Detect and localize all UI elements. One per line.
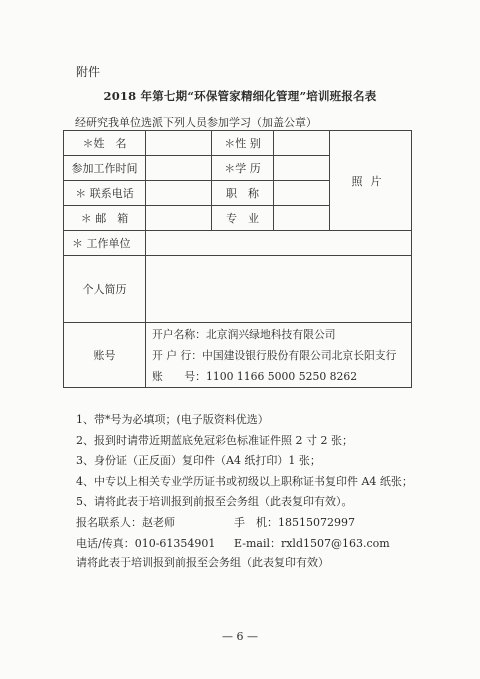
- account-number: 账 号：1100 1166 5000 5250 8262: [152, 369, 358, 383]
- employer-field[interactable]: [146, 231, 412, 256]
- attachment-label: 附件: [76, 65, 101, 79]
- contact-block: [76, 513, 416, 554]
- row-name: [64, 131, 412, 156]
- email-label: ＊ 邮 箱: [64, 206, 146, 231]
- education-label: ＊学 历: [212, 156, 274, 181]
- page-title: 2018 年第七期“环保管家精细化管理”培训班报名表: [103, 89, 377, 103]
- resume-field[interactable]: [146, 256, 412, 323]
- email-field[interactable]: [146, 206, 212, 231]
- note-item: 5、请将此表于培训报到前报至会务组（此表复印有效）。: [76, 495, 353, 508]
- notes-list: [76, 410, 413, 513]
- account-details: [146, 323, 412, 388]
- major-label: 专 业: [212, 206, 274, 231]
- note-item: 4、中专以上相关专业学历证书或初级以上职称证书复印件 A4 纸张；: [76, 474, 413, 488]
- email-address[interactable]: E-mail：rxld1507@163.com: [234, 536, 390, 550]
- work-start-label: 参加工作时间: [64, 156, 146, 181]
- photo-box[interactable]: 照片: [330, 131, 412, 231]
- name-field[interactable]: [146, 131, 212, 156]
- gender-label: ＊性 别: [212, 131, 274, 156]
- position-field[interactable]: [274, 181, 330, 206]
- page-number: — 6 —: [222, 630, 258, 643]
- work-start-field[interactable]: [146, 156, 212, 181]
- education-field[interactable]: [274, 156, 330, 181]
- note-item: 2、报到时请带近期蓝底免冠彩色标准证件照 2 寸 2 张；: [76, 433, 353, 447]
- account-label: 账号: [64, 323, 146, 388]
- row-employer: [64, 231, 412, 256]
- registration-form-table: [63, 130, 412, 388]
- contact-person: 报名联系人：赵老师: [76, 516, 175, 529]
- note-item: 3、身份证（正反面）复印件（A4 纸打印）1 张；: [76, 454, 321, 467]
- phone-label: ＊ 联系电话: [64, 181, 146, 206]
- employer-label: ＊ 工作单位: [64, 231, 146, 256]
- row-resume: [64, 256, 412, 323]
- note-item: 1、带*号为必填项；(电子版资料优选）: [76, 413, 269, 426]
- mobile-number: 手 机：18515072997: [234, 516, 355, 529]
- gender-field[interactable]: [274, 131, 330, 156]
- footnote: 请将此表于培训报到前报至会务组（此表复印有效）: [76, 556, 329, 569]
- position-label: 职 称: [212, 181, 274, 206]
- intro-text: 经研究我单位选派下列人员参加学习（加盖公章）: [75, 116, 317, 129]
- major-field[interactable]: [274, 206, 330, 231]
- account-holder: 开户名称：北京润兴绿地科技有限公司: [152, 327, 336, 341]
- bank-name: 开 户 行：中国建设银行股份有限公司北京长阳支行: [152, 348, 397, 362]
- name-label: ＊姓 名: [64, 131, 146, 156]
- resume-label: 个人简历: [64, 256, 146, 323]
- row-account: [64, 323, 412, 388]
- phone-fax: 电话/传真：010-61354901: [76, 536, 216, 550]
- phone-field[interactable]: [146, 181, 212, 206]
